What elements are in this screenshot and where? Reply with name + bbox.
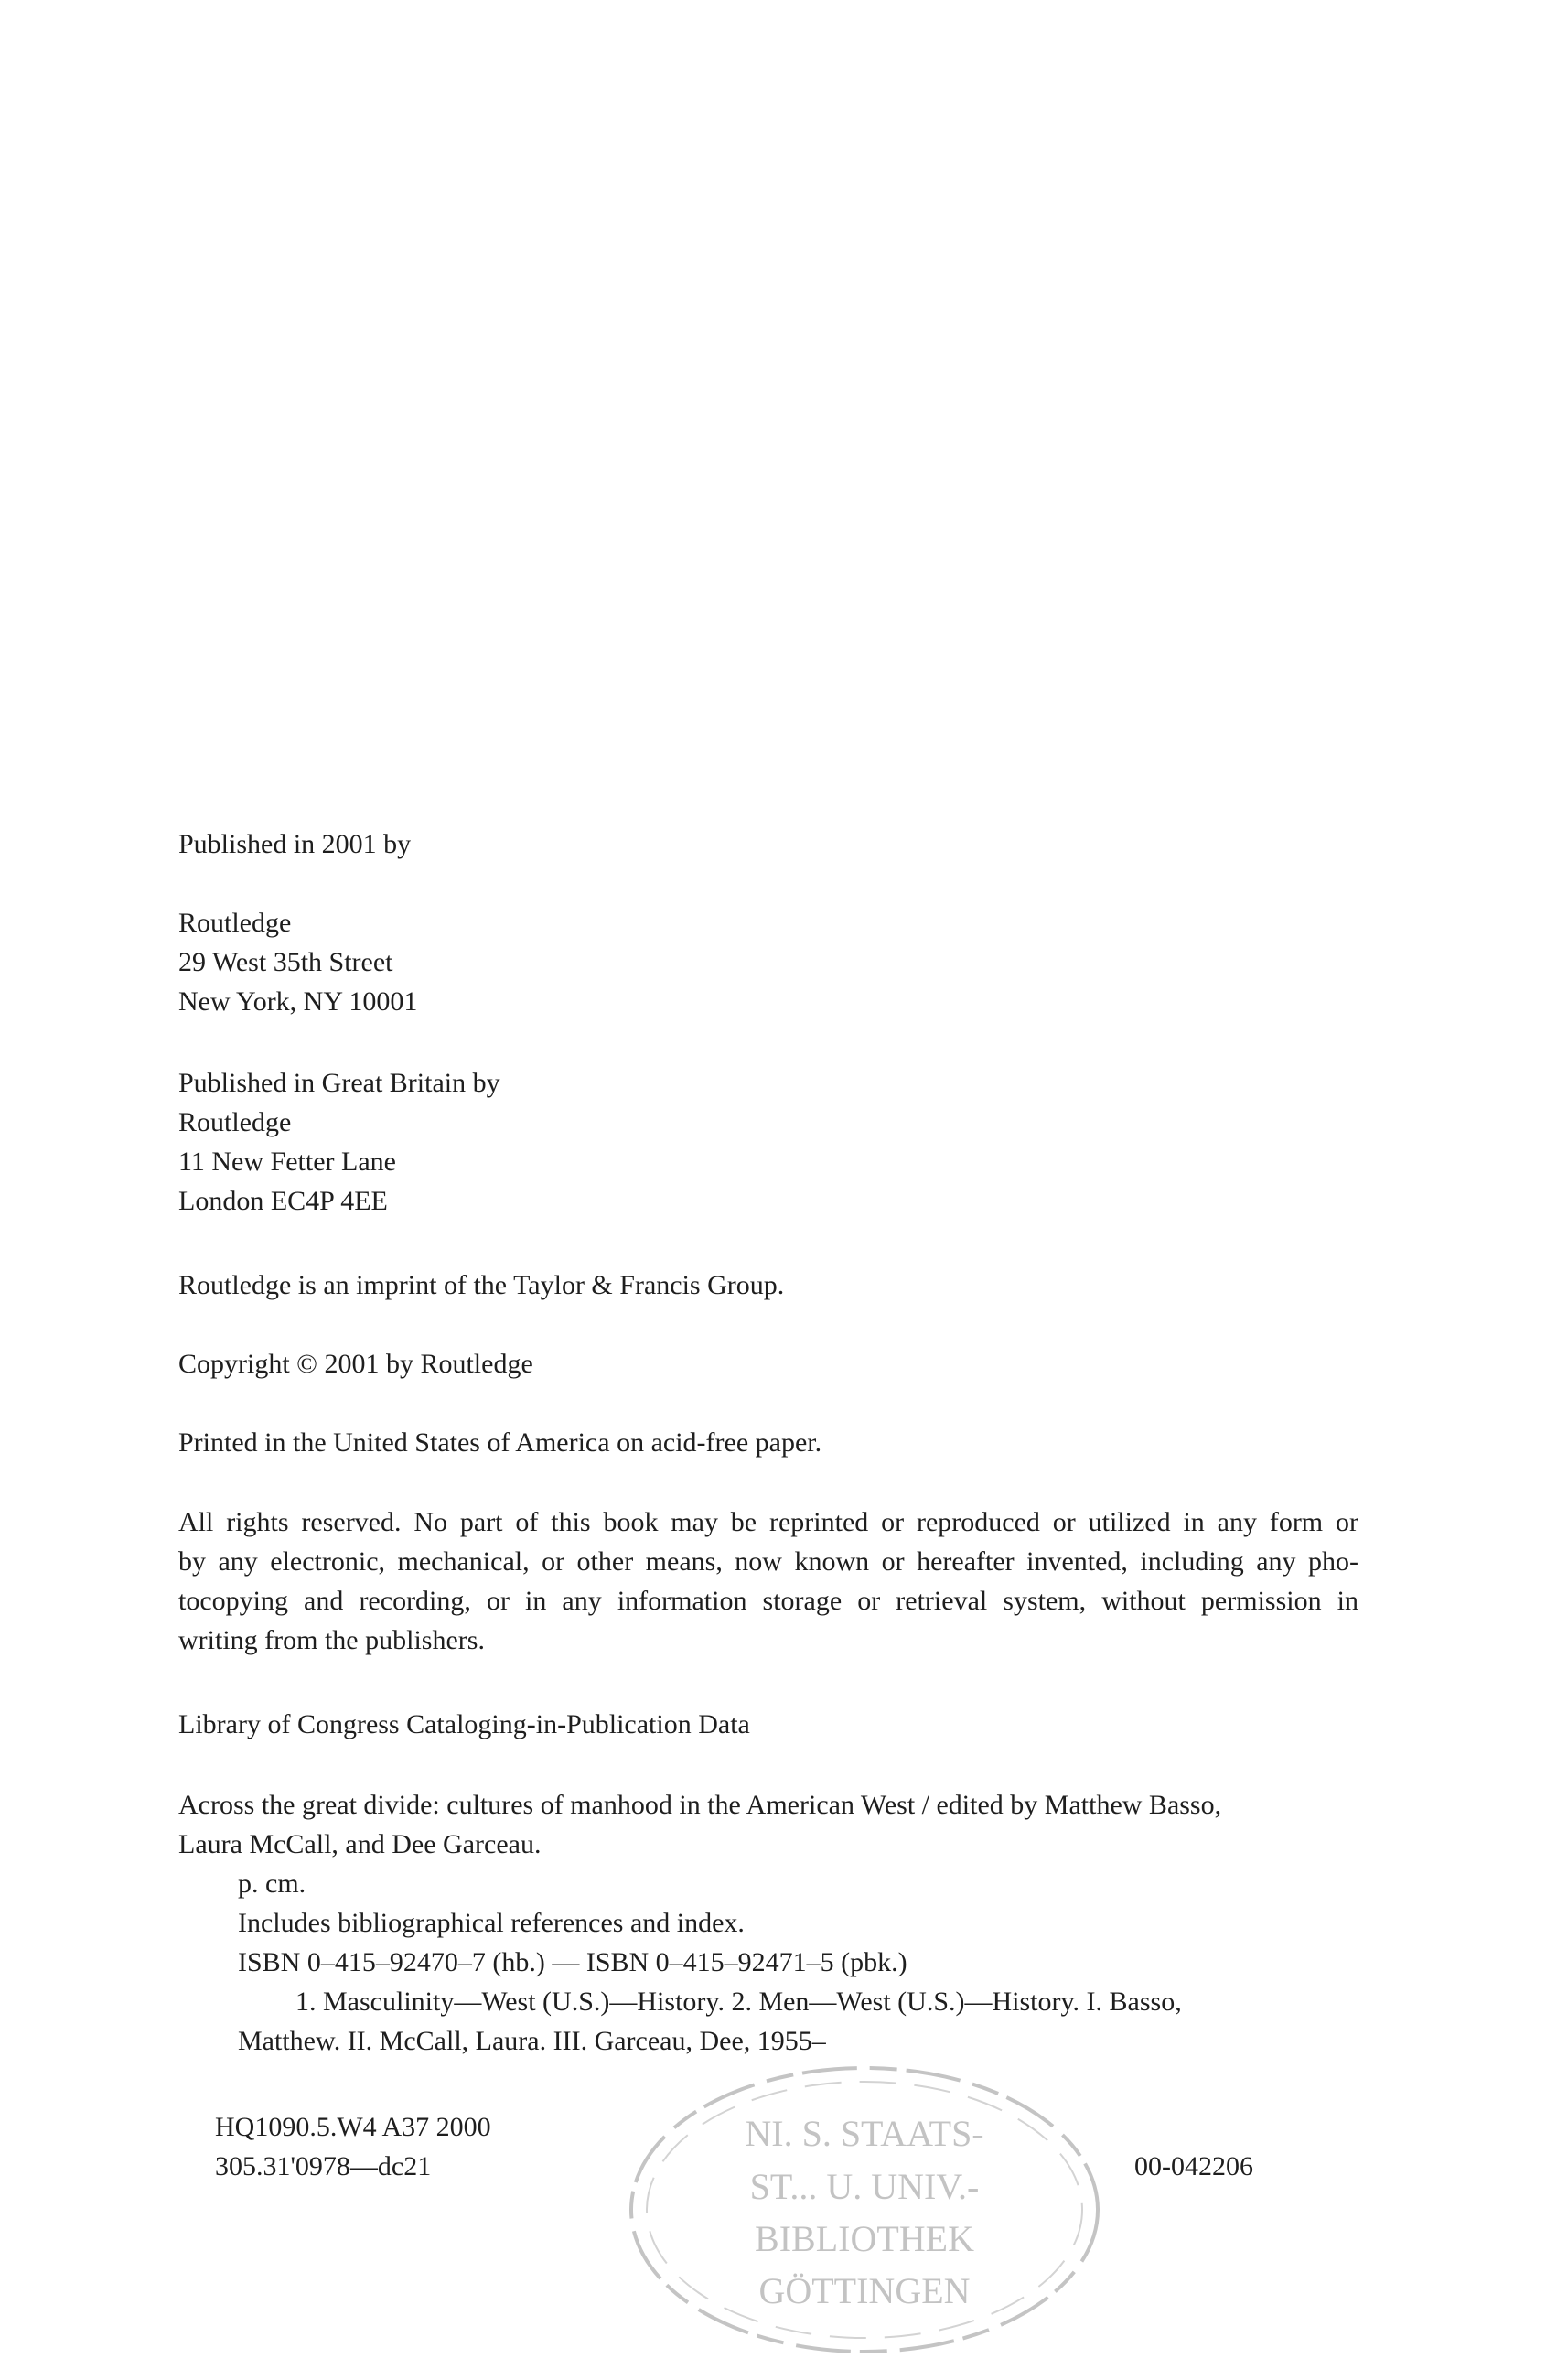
uk-publisher-street: 11 New Fetter Lane [178, 1147, 396, 1177]
stamp-text [745, 2113, 983, 2311]
copyright-notice: Copyright © 2001 by Routledge [178, 1349, 533, 1379]
cip-subjects-line: Matthew. II. McCall, Laura. III. Garceau, Dee, 1955– [238, 2026, 826, 2056]
us-publisher-city: New York, NY 10001 [178, 986, 418, 1017]
cip-title-line: Across the great divide: cultures of manhood in the American West / edited by Matthew Basso, [178, 1790, 1222, 1820]
published-in-great-britain-by: Published in Great Britain by [178, 1068, 500, 1098]
rights-line: All rights reserved. No part of this book may be reprinted or reproduced or utilized in any form or [178, 1507, 1358, 1537]
stamp-line: GÖTTINGEN [758, 2270, 971, 2311]
rights-line: by any electronic, mechanical, or other means, now known or hereafter invented, including any pho- [178, 1546, 1358, 1577]
stamp-line: ST... U. UNIV.- [749, 2166, 980, 2207]
cip-record [178, 1785, 1221, 2061]
rights-line: writing from the publishers. [178, 1625, 485, 1655]
us-publisher-address [178, 903, 417, 1021]
stamp-line: NI. S. STAATS- [745, 2113, 984, 2154]
stamp-line: BIBLIOTHEK [755, 2218, 974, 2259]
published-in-2001-by: Published in 2001 by [178, 829, 412, 859]
us-publisher-street: 29 West 35th Street [178, 947, 393, 977]
cip-pagination: p. cm. [238, 1868, 306, 1899]
cip-subjects-line: 1. Masculinity—West (U.S.)—History. 2. Men—West (U.S.)—History. I. Basso, [295, 1987, 1182, 2017]
printed-statement: Printed in the United States of America on acid-free paper. [178, 1427, 822, 1458]
published-us-line [178, 824, 411, 864]
cip-heading: Library of Congress Cataloging-in-Publication Data [178, 1709, 750, 1739]
uk-publisher-address [178, 1063, 500, 1221]
cip-title-line: Laura McCall, and Dee Garceau. [178, 1829, 542, 1859]
library-stamp [608, 2054, 1121, 2365]
lc-class-number: HQ1090.5.W4 A37 2000 [215, 2112, 491, 2142]
rights-paragraph [178, 1502, 1358, 1660]
uk-publisher-name: Routledge [178, 1107, 292, 1137]
cip-isbn: ISBN 0–415–92470–7 (hb.) — ISBN 0–415–92471–5 (pbk.) [238, 1947, 907, 1977]
us-publisher-name: Routledge [178, 908, 292, 938]
uk-publisher-city: London EC4P 4EE [178, 1186, 388, 1216]
dewey-number: 305.31'0978—dc21 [215, 2151, 432, 2181]
rights-line: tocopying and recording, or in any information storage or retrieval system, without permission in [178, 1586, 1358, 1616]
cip-classification [215, 2107, 491, 2186]
lccn-number: 00-042206 [1134, 2151, 1253, 2181]
imprint-statement: Routledge is an imprint of the Taylor & Francis Group. [178, 1270, 785, 1300]
cip-notes: Includes bibliographical references and index. [238, 1908, 745, 1938]
